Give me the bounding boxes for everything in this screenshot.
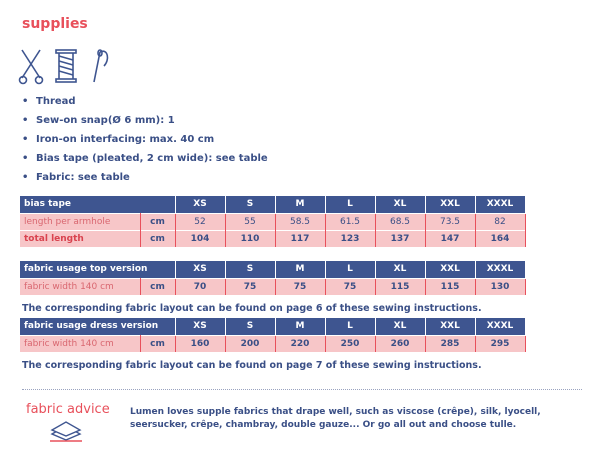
size-header: L bbox=[325, 261, 375, 278]
supply-icons bbox=[18, 46, 118, 86]
dress-fabric-table bbox=[20, 318, 526, 352]
row-label: fabric width 140 cm bbox=[20, 278, 140, 295]
size-header: L bbox=[325, 196, 375, 213]
divider bbox=[22, 389, 582, 390]
size-header: XXXL bbox=[475, 261, 525, 278]
cell: 285 bbox=[425, 335, 475, 352]
table-row bbox=[20, 335, 525, 352]
size-header: L bbox=[325, 318, 375, 335]
cell: 104 bbox=[175, 230, 225, 247]
cell: 68.5 bbox=[375, 213, 425, 230]
scissors-icon bbox=[20, 50, 43, 84]
cell: 220 bbox=[275, 335, 325, 352]
cell: 123 bbox=[325, 230, 375, 247]
top-layout-note: The corresponding fabric layout can be found on page 6 of these sewing instructions. bbox=[22, 303, 482, 314]
cell: 61.5 bbox=[325, 213, 375, 230]
cell: 250 bbox=[325, 335, 375, 352]
size-header: XXXL bbox=[475, 318, 525, 335]
list-item: • Iron-on interfacing: max. 40 cm bbox=[22, 133, 268, 152]
size-header: XXXL bbox=[475, 196, 525, 213]
table-row bbox=[20, 230, 525, 247]
top-fabric-table bbox=[20, 261, 526, 295]
size-header: XS bbox=[175, 318, 225, 335]
size-header: XS bbox=[175, 196, 225, 213]
size-header: XXL bbox=[425, 318, 475, 335]
table-title: fabric usage top version bbox=[20, 261, 175, 278]
table-row bbox=[20, 213, 525, 230]
size-header: S bbox=[225, 261, 275, 278]
size-header: XL bbox=[375, 261, 425, 278]
needle-icon bbox=[94, 50, 107, 82]
cell: 147 bbox=[425, 230, 475, 247]
size-header: M bbox=[275, 261, 325, 278]
cell: 164 bbox=[475, 230, 525, 247]
row-label: length per armhole bbox=[20, 213, 140, 230]
cell: 137 bbox=[375, 230, 425, 247]
size-header: XXL bbox=[425, 261, 475, 278]
cell: 115 bbox=[425, 278, 475, 295]
supplies-list bbox=[22, 95, 268, 190]
size-header: XL bbox=[375, 318, 425, 335]
bias-tape-table bbox=[20, 196, 526, 247]
table-row bbox=[20, 278, 525, 295]
cell: 110 bbox=[225, 230, 275, 247]
cell: 55 bbox=[225, 213, 275, 230]
cell: 82 bbox=[475, 213, 525, 230]
table-header-row bbox=[20, 261, 525, 278]
row-label: fabric width 140 cm bbox=[20, 335, 140, 352]
cell: 52 bbox=[175, 213, 225, 230]
cell: 160 bbox=[175, 335, 225, 352]
list-item: • Fabric: see table bbox=[22, 171, 268, 190]
thread-spool-icon bbox=[56, 50, 76, 82]
size-header: XL bbox=[375, 196, 425, 213]
fabric-stack-icon bbox=[48, 420, 84, 446]
advice-title: fabric advice bbox=[26, 402, 110, 417]
size-header: S bbox=[225, 196, 275, 213]
cell: 73.5 bbox=[425, 213, 475, 230]
unit: cm bbox=[140, 335, 175, 352]
size-header: XXL bbox=[425, 196, 475, 213]
size-header: XS bbox=[175, 261, 225, 278]
table-header-row bbox=[20, 196, 525, 213]
size-header: S bbox=[225, 318, 275, 335]
list-item: • Bias tape (pleated, 2 cm wide): see table bbox=[22, 152, 268, 171]
section-title: supplies bbox=[22, 16, 88, 32]
cell: 75 bbox=[325, 278, 375, 295]
size-header: M bbox=[275, 318, 325, 335]
unit: cm bbox=[140, 230, 175, 247]
cell: 58.5 bbox=[275, 213, 325, 230]
cell: 75 bbox=[225, 278, 275, 295]
cell: 200 bbox=[225, 335, 275, 352]
unit: cm bbox=[140, 213, 175, 230]
unit: cm bbox=[140, 278, 175, 295]
cell: 117 bbox=[275, 230, 325, 247]
advice-text: Lumen loves supple fabrics that drape well, such as viscose (crêpe), silk, lyocell, seersucker, crêpe, chambray, double gauze... Or go all out and choose tulle. bbox=[130, 407, 541, 430]
list-item: • Thread bbox=[22, 95, 268, 114]
dress-layout-note: The corresponding fabric layout can be found on page 7 of these sewing instructions. bbox=[22, 360, 482, 371]
table-title: bias tape bbox=[20, 196, 175, 213]
cell: 115 bbox=[375, 278, 425, 295]
list-item: • Sew-on snap(Ø 6 mm): 1 bbox=[22, 114, 268, 133]
table-title: fabric usage dress version bbox=[20, 318, 175, 335]
row-label: total length bbox=[20, 230, 140, 247]
size-header: M bbox=[275, 196, 325, 213]
cell: 295 bbox=[475, 335, 525, 352]
cell: 75 bbox=[275, 278, 325, 295]
cell: 260 bbox=[375, 335, 425, 352]
table-header-row bbox=[20, 318, 525, 335]
cell: 70 bbox=[175, 278, 225, 295]
cell: 130 bbox=[475, 278, 525, 295]
